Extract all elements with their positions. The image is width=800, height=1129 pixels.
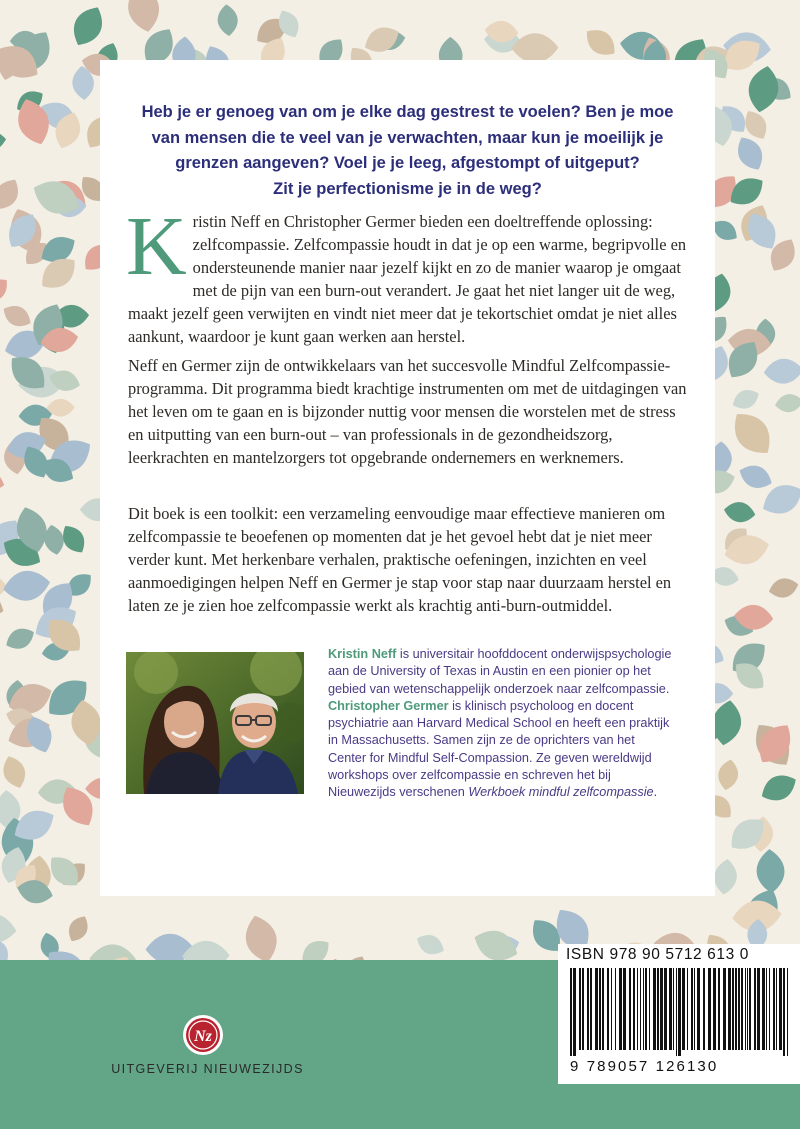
barcode-bar	[629, 968, 631, 1050]
barcode-bar	[718, 968, 720, 1050]
body-paragraph-3: Dit boek is een toolkit: een verzameling eenvoudige maar effectieve manieren om zelfcompassie te beoefenen op momenten dat je het gevoel hebt dat je niet meer verder kunt. Met herkenbare verhalen, praktische oefeningen, inzichten en veel aanmoedigingen helpen Neff en Germer je stap voor stap naar duurzaam herstel en laten ze je zien hoe zelfcompassie werkt als krachtig anti-burn-outmiddel.	[128, 504, 672, 615]
barcode-bar	[615, 968, 616, 1050]
barcode-bar	[691, 968, 693, 1050]
publisher-logo	[182, 1014, 224, 1056]
author-bio	[328, 646, 673, 802]
barcode-bar	[633, 968, 635, 1050]
leaf-shape	[580, 23, 621, 62]
leaf-shape	[745, 63, 782, 114]
bio-text-germer: is klinisch psycholoog en docent psychiatrie aan Harvard Medical School en heeft een praktijk in Massachusetts. Samen zijn ze de oprichters van het Center for Mindful Self-Compassion. Ze geven wereldwijd workshops over zelfcompassie en schreven het bij Nieuwezijds verschenen	[328, 698, 670, 800]
barcode-bar	[637, 968, 638, 1050]
barcode-bar	[673, 968, 674, 1050]
leaf-shape	[2, 623, 38, 654]
barcode-bar	[747, 968, 748, 1050]
leaf-shape	[722, 500, 756, 525]
leaf-shape	[0, 465, 7, 496]
barcode-bar	[776, 968, 777, 1050]
leaf-shape	[66, 1, 109, 51]
author-photo	[126, 652, 304, 794]
leaf-shape	[0, 300, 35, 331]
barcode-bar	[587, 968, 589, 1050]
author-name-neff: Kristin Neff	[328, 647, 397, 661]
barcode-bar	[570, 968, 572, 1056]
barcode-bar	[762, 968, 765, 1050]
barcode-bar	[582, 968, 584, 1050]
barcode-bar	[694, 968, 695, 1050]
barcode-bar	[590, 968, 592, 1050]
barcode-bar	[754, 968, 756, 1050]
barcode-bar	[766, 968, 767, 1050]
barcode-bar	[741, 968, 743, 1050]
barcode-bar	[773, 968, 775, 1050]
leaf-shape	[763, 357, 800, 385]
leaf-shape	[712, 858, 738, 896]
barcode-bar	[787, 968, 788, 1056]
barcode-bar	[643, 968, 644, 1050]
barcode-bar	[678, 968, 681, 1056]
leaf-shape	[0, 753, 30, 792]
leaf-shape	[0, 912, 18, 946]
leaf-shape	[64, 912, 93, 945]
barcode-bar	[640, 968, 641, 1050]
barcode-bar	[573, 968, 576, 1056]
logo-monogram: Nz	[194, 1028, 212, 1045]
barcode-bar	[623, 968, 626, 1050]
barcode-bar	[645, 968, 647, 1050]
barcode-bar	[732, 968, 734, 1050]
barcode-bar	[676, 968, 677, 1056]
barcode-bar	[602, 968, 604, 1050]
leaf-shape	[725, 405, 780, 463]
leaf-shape	[0, 129, 7, 153]
paragraph-text: ristin Neff en Christopher Germer bieden een doeltreffende oplossing: zelfcompassie. Zelfcompassie houdt in dat je op een warme, begripvolle en ondersteunende manier naar jezelf kijkt en zo de manier waarop je omgaat met de pijn van een burn-out verandert. Je gaat het niet langer uit de weg, maakt jezelf geen verwijten en vindt niet meer dat je tekortschiet omdat je niet alles aankunt, waardoor je kunt gaan werken aan herstel.	[128, 212, 687, 346]
intro-line: Heb je er genoeg van om je elke dag gestrest te voelen? Ben je moe	[141, 103, 674, 121]
barcode-bar	[745, 968, 746, 1050]
barcode-bar	[757, 968, 760, 1050]
drop-cap: K	[126, 200, 187, 293]
intro-line: Zit je perfectionisme je in de weg?	[273, 179, 542, 198]
barcode-bar	[611, 968, 612, 1050]
leaf-shape	[296, 934, 335, 960]
leaf-shape	[240, 912, 282, 960]
leaf-shape	[756, 848, 786, 894]
barcode-bar	[682, 968, 685, 1050]
barcode-bar	[738, 968, 740, 1050]
barcode-bar	[669, 968, 672, 1050]
leaf-shape	[89, 944, 136, 960]
barcode-bar	[783, 968, 785, 1056]
barcode-bar	[664, 968, 667, 1050]
barcode-bar	[687, 968, 688, 1050]
leaf-shape	[511, 33, 558, 63]
leaf-shape	[716, 758, 740, 792]
barcode-bar	[599, 968, 601, 1050]
leaf-shape	[0, 174, 24, 214]
book-title: Werkboek mindful zelfcompassie	[468, 785, 654, 800]
body-paragraph-1	[126, 200, 693, 348]
barcode-bar	[779, 968, 782, 1050]
barcode-bar	[749, 968, 751, 1050]
isbn-number: ISBN 978 90 5712 613 0	[566, 946, 749, 963]
leaf-shape	[216, 4, 239, 37]
leaf-shape	[774, 392, 800, 414]
barcode-bar	[607, 968, 609, 1050]
leaf-shape	[736, 460, 776, 493]
leaf-shape	[0, 273, 13, 307]
author-name-germer: Christopher Germer	[328, 698, 449, 713]
body-paragraph-2: Neff en Germer zijn de ontwikkelaars van het succesvolle Mindful Zelfcompassie-programma. Dit programma biedt krachtige instrumenten om met de uitdagingen van het leven om te gaan en is bijzonder nuttig voor mensen die worstelen met de stress en uitputting van een burn-out – van professionals in de gezondheidszorg, leerkrachten en mantelzorgers tot opgebrande ondernemers en werknemers.	[128, 356, 687, 467]
barcode-bar	[723, 968, 726, 1050]
barcode	[566, 968, 792, 1056]
leaf-shape	[729, 385, 762, 413]
barcode-bar	[713, 968, 716, 1050]
leaf-shape	[341, 952, 370, 960]
barcode-bar	[595, 968, 598, 1050]
intro-line: grenzen aangeven? Voel je je leeg, afgestompt of uitgeput?	[175, 154, 640, 172]
barcode-bar	[649, 968, 650, 1050]
ean-digits: 9 789057 126130	[570, 1058, 719, 1075]
barcode-bar	[769, 968, 770, 1050]
barcode-bar	[579, 968, 581, 1050]
leaf-shape	[767, 575, 800, 601]
barcode-bar	[653, 968, 656, 1050]
barcode-bar	[619, 968, 622, 1050]
bio-text-neff: is universitair hoofddocent onderwijspsychologie aan de University of Texas in Austin en een pionier op het gebied van wetenschappelijk onderzoek naar zelfcompassie.	[328, 647, 672, 696]
barcode-bar	[697, 968, 700, 1050]
leaf-shape	[124, 0, 163, 35]
intro-line: van mensen die te veel van je verwachten, maar kun je moeilijk je	[151, 128, 664, 147]
barcode-bar	[657, 968, 659, 1050]
barcode-bar	[735, 968, 737, 1050]
barcode-bar	[660, 968, 663, 1050]
bio-end: .	[653, 785, 658, 800]
intro-questions	[110, 100, 705, 202]
barcode-bar	[703, 968, 705, 1050]
leaf-shape	[757, 769, 800, 807]
barcode-bar	[708, 968, 711, 1050]
barcode-bar	[728, 968, 731, 1050]
publisher-name: UITGEVERIJ NIEUWEZIJDS	[111, 1062, 304, 1076]
leaf-shape	[413, 930, 447, 959]
